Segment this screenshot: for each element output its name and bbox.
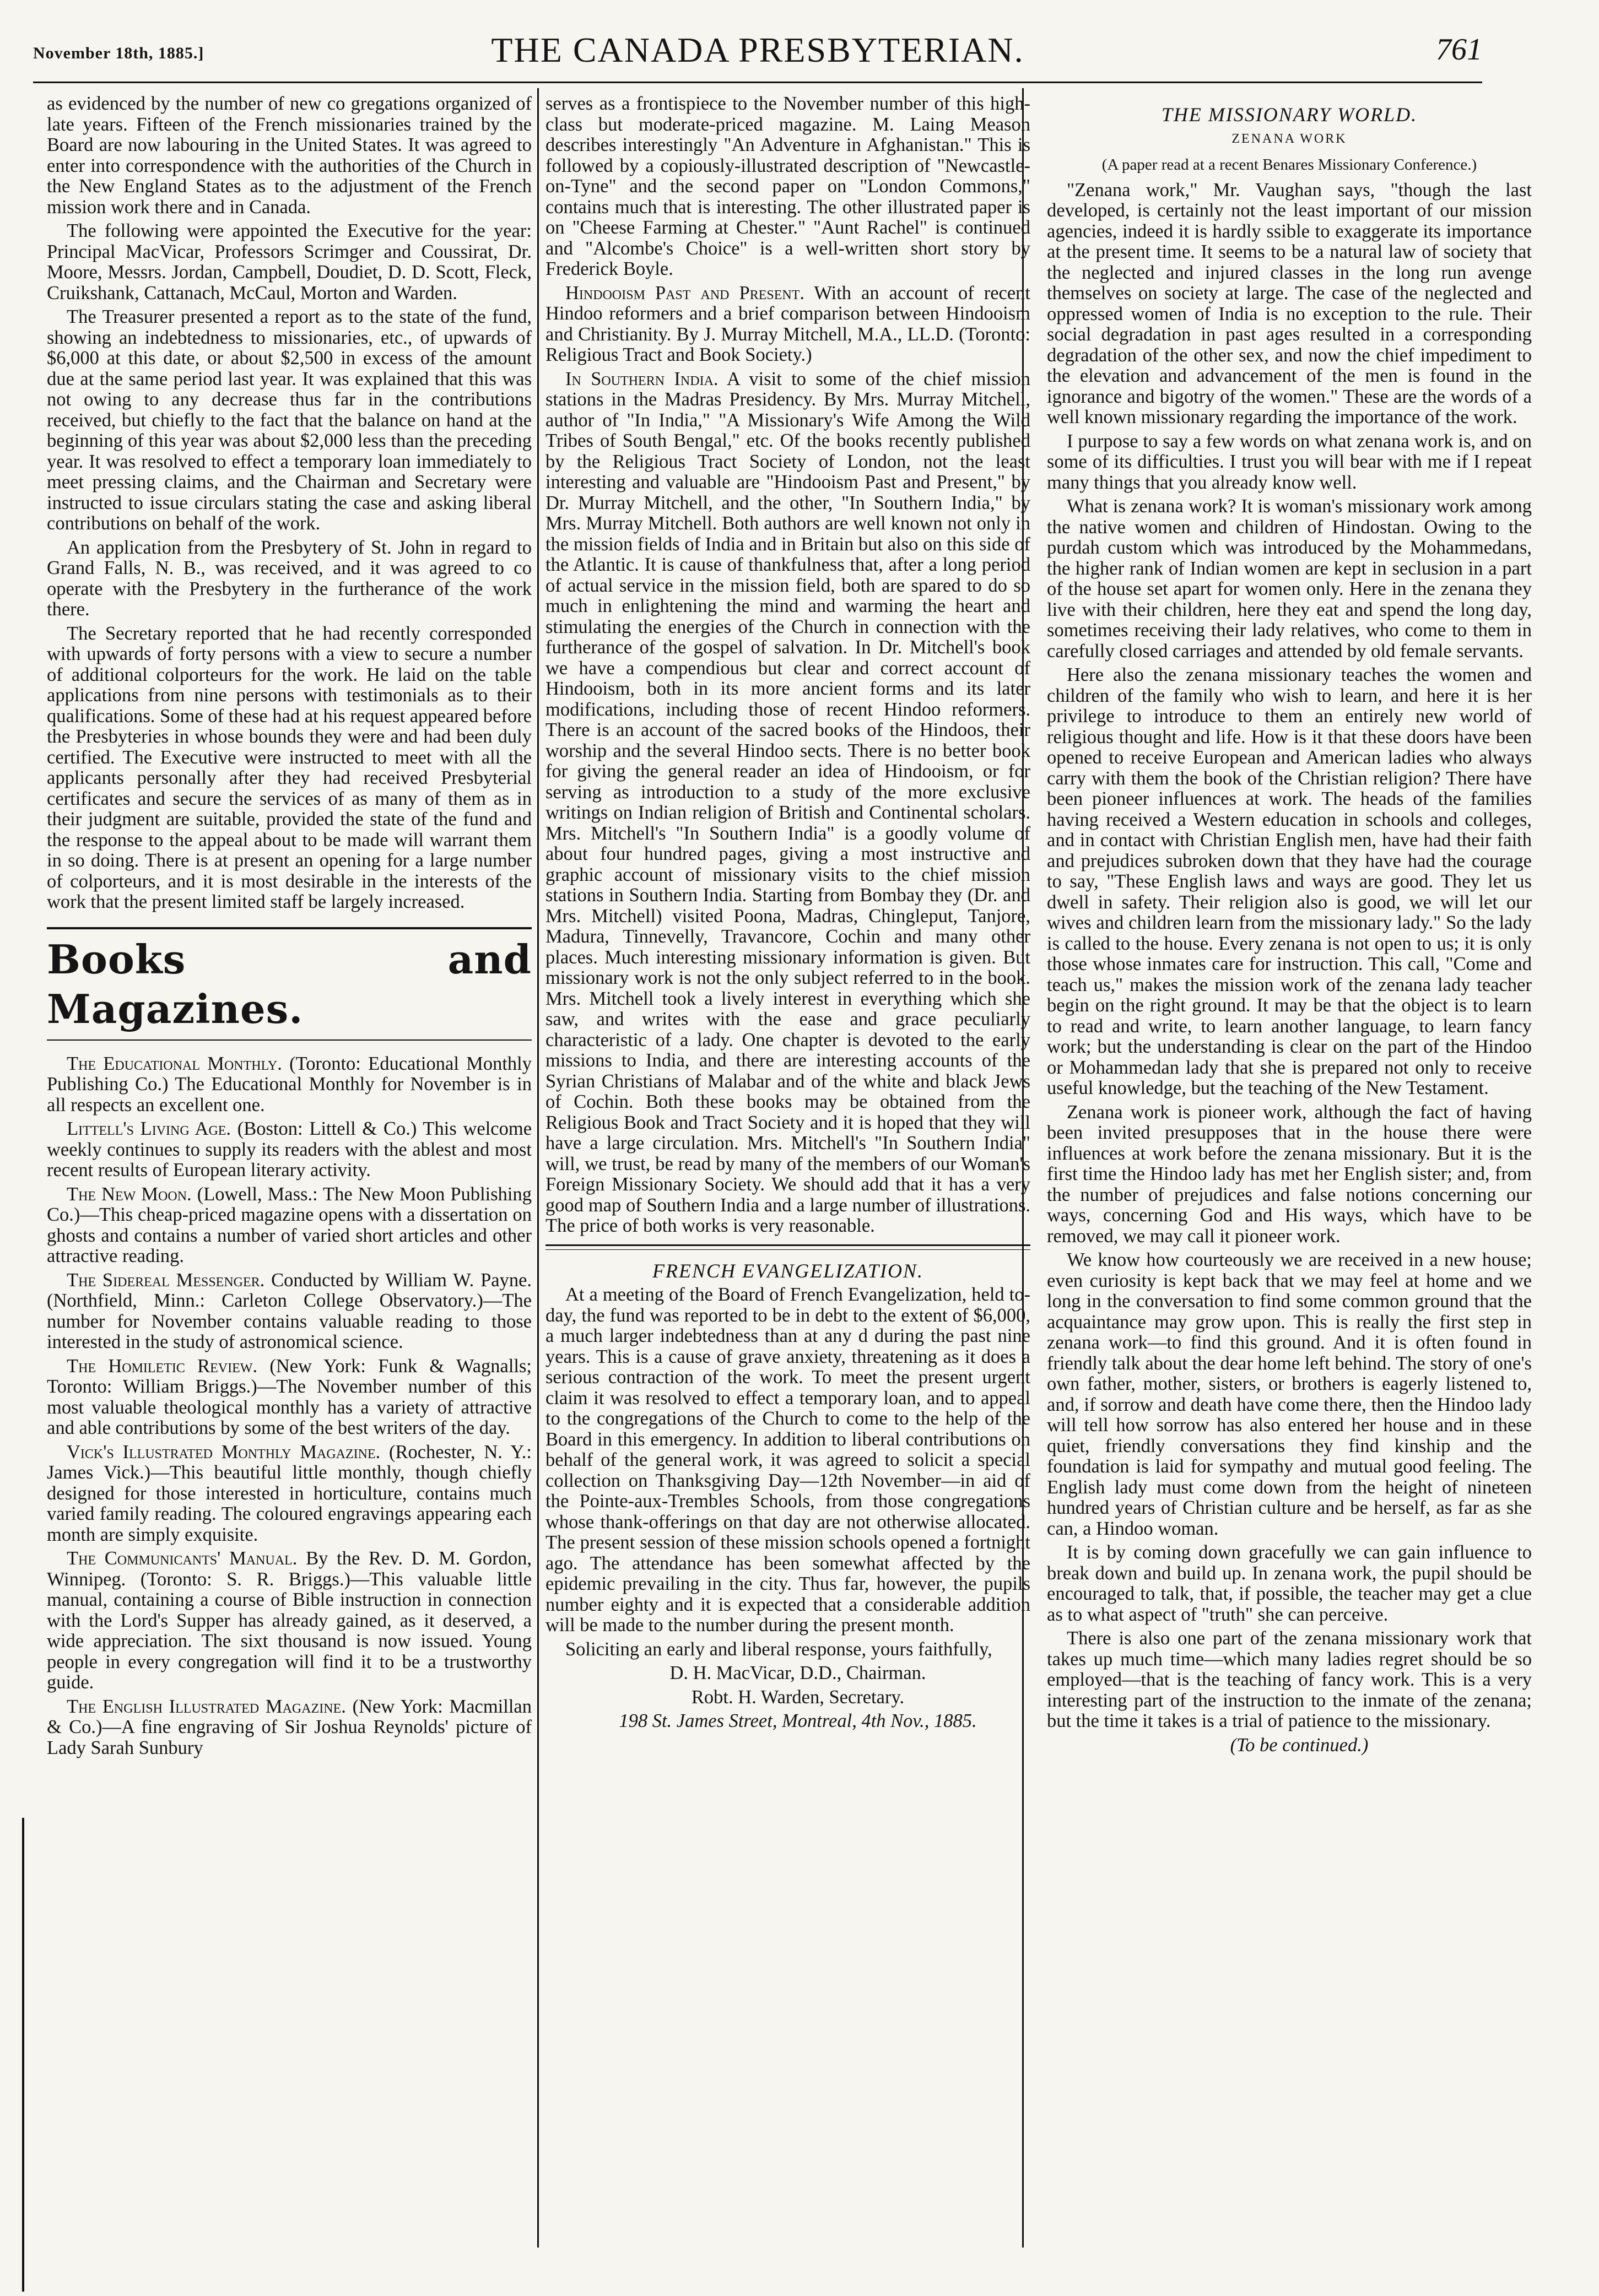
book-review-text: A visit to some of the chief mission stations in the Madras Presidency. By Mrs. Murray Mitchell, author of "In India," "A Missionary's Wife Among the Wild Tribes of South Bengal," etc. Of the books recently published by the Religious Tract Society of London, not the least interesting and valuable are "Hindooism Past and Present," by Dr. Murray Mitchell, and the other, "In Southern India," by Mrs. Murray Mitchell. Both authors are well known not only in the mission fields of India and in Britain but also on this side of the Atlantic. It is cause of thankfulness that, after a long period of actual service in the mission field, both are spared to do so much in enlightening the mind and warming the heart and stimulating the energies of the Church in connection with the furtherance of the gospel of salvation. In Dr. Mitchell's book we have a compendious but clear and correct account of Hindooism, both in its more ancient forms and its later modifications, including those of recent Hindoo reformers. There is an account of the sacred books of the Hindoos, their worship and the several Hindoo sects. There is no better book for giving the general reader an idea of Hindooism, or for serving as introduction to a study of the more exclusive writings on Indian religion of British and Continental scholars. Mrs. Mitchell's "In Southern India" is a goodly volume of about four hundred pages, giving a most instructive and graphic account of missionary visits to the chief mission stations in Southern India. Starting from Bombay they (Dr. and Mrs. Mitchell) visited Poona, Madras, Chingleput, Tanjore, Madura, Tinnevelly, Travancore, Cochin and many other places. Much interesting missionary information is given. But missionary work is not the only subject referred to in the book. Mrs. Mitchell took a lively interest in everything which she saw, and writes with the ease and grace peculiarly characteristic of a lady. One chapter is devoted to the early missions to India, and there are interesting accounts of the Syrian Christians of Malabar and of the white and black Jews of Cochin. Both these books may be obtained from the Religious Book and Tract Society and it is hoped that they will have a large circulation. Mrs. Mitchell's "In Southern India" will, we trust, be read by many of the members of our Woman's Foreign Missionary Society. We should add that it has a very good map of Southern India and a large number of illustrations. The price of both works is very reasonable. xyxy=(545,368,1030,1236)
book-review-text: (Toronto: Educational Monthly Publishing Co.) The Educational Monthly for November is in all respects an excellent one. xyxy=(47,1053,532,1115)
section-rule xyxy=(545,1244,1030,1246)
page-number: 761 xyxy=(1436,33,1482,67)
column-middle xyxy=(545,94,1030,1735)
section-heading-books: Books and Magazines. xyxy=(47,927,532,1041)
paragraph: At a meeting of the Board of French Evangelization, held to-day, the fund was reported to be in debt to the extent of $6,000, a much larger indebtedness than at any d during the past nine years. This is a cause of grave anxiety, threatening as it does a serious contraction of the work. To meet the present urgent claim it was resolved to effect a temporary loan, and to appeal to the congregations of the Church to come to the help of the Board in this emergency. In addition to liberal contributions on behalf of the general work, it was agreed to solicit a special collection on Thanksgiving Day—12th November—in aid of the Pointe-aux-Trembles Schools, from those congregations whose thank-offerings on that day are not otherwise allocated. The present session of these mission schools opened a fortnight ago. The attendance has been somewhat affected by the epidemic prevailing in the city. Thus far, however, the pupils number eighty and it is expected that a considerable addition will be made to the number during the present month. xyxy=(545,1284,1030,1636)
signature-chairman: D. H. MacVicar, D.D., Chairman. xyxy=(669,1663,926,1683)
book-review-text: With an account of recent Hindoo reformers and a brief comparison between Hindooism and Christianity. By J. Murray Mitchell, M.A., LL.D. (Toronto: Religious Tract and Book Society.) xyxy=(545,282,1030,365)
book-title: In Southern India. xyxy=(565,368,719,389)
book-review xyxy=(47,1270,532,1353)
book-review-text: (Boston: Littell & Co.) This welcome weekly continues to supply its readers with the ablest and most recent results of European literary activity. xyxy=(47,1118,532,1181)
book-review xyxy=(47,1697,532,1759)
header-rule xyxy=(33,82,1482,83)
paragraph: Zenana work is pioneer work, although the fact of having been invited presupposes that in the house there were influences at work before the zenana missionary. But it is the first time the Hindoo lady has met her English sister; and, from the number of prejudices and false notions concerning our ways, concerning God and His ways, which have to be removed, we may call it pioneer work. xyxy=(1047,1101,1532,1247)
margin-rule xyxy=(22,1818,24,2292)
page-header xyxy=(33,22,1482,72)
book-review-text: Conducted by William W. Payne. (Northfield, Minn.: Carleton College Observatory.)—The number for November contains valuable reading to those interested in the study of astronomical science. xyxy=(47,1269,532,1352)
book-title: Littell's Living Age. xyxy=(67,1118,231,1139)
book-review xyxy=(47,1054,532,1116)
book-review-text: By the Rev. D. M. Gordon, Winnipeg. (Toronto: S. R. Briggs.)—This valuable little manual, containing a course of Bible instruction in connection with the Lord's Supper has already gained, as it deserved, a wide appreciation. The sixt thousand is now issued. Young people in every congregation will find it to be a trustworthy guide. xyxy=(47,1548,532,1693)
signature-secretary: Robt. H. Warden, Secretary. xyxy=(691,1686,905,1708)
column-divider xyxy=(537,88,539,2248)
book-title: The Sidereal Messenger. xyxy=(67,1269,265,1291)
section-rule xyxy=(545,1249,1030,1250)
book-review xyxy=(545,283,1030,366)
address-line: 198 St. James Street, Montreal, 4th Nov., 1885. xyxy=(619,1710,977,1731)
book-title: The Educational Monthly. xyxy=(67,1053,282,1074)
book-review xyxy=(47,1184,532,1267)
book-review-text: (Lowell, Mass.: The New Moon Publishing Co.)—This cheap-priced magazine opens with a dissertation on ghosts and contains a number of varied short articles and other attractive reading. xyxy=(47,1183,532,1266)
continued-note: (To be continued.) xyxy=(1230,1734,1369,1756)
publication-title: THE CANADA PRESBYTERIAN. xyxy=(491,30,1024,69)
paragraph: as evidenced by the number of new co gregations organized of late years. Fifteen of the French missionaries trained by the Board are now labouring in the United States. It was agreed to enter into correspondence with the authorities of the Church in the New England States as to the adjustment of the French mission work there and in Canada. xyxy=(47,93,532,218)
book-title: The Communicants' Manual. xyxy=(67,1548,298,1569)
paragraph: The Treasurer presented a report as to the state of the fund, showing an indebtedness to missionaries, etc., of upwards of $6,000 at this date, or about $2,500 in excess of the amount due at the same period last year. It was explained that this was not owing to any decrease thus far in the contributions received, but chiefly to the fact that the balance on hand at the beginning of this year was about $2,000 less than the preceding year. It was resolved to effect a temporary loan immediately to meet pressing claims, and the Chairman and Secretary were instructed to issue circulars stating the case and asking liberal contributions on behalf of the work. xyxy=(47,306,532,534)
book-review-text: (New York: Macmillan & Co.)—A fine engraving of Sir Joshua Reynolds' picture of Lady Sarah Sunbury xyxy=(47,1696,532,1758)
book-review xyxy=(545,369,1030,1237)
book-review xyxy=(47,1548,532,1693)
book-review xyxy=(47,1442,532,1546)
paragraph: There is also one part of the zenana missionary work that takes up much time—which many ladies regret should be so employed—that is the teaching of fancy work. This is a very interesting part of the instruction to the inmate of the zenana; but the time it takes is a trial of patience to the missionary. xyxy=(1047,1628,1532,1731)
paragraph: serves as a frontispiece to the November number of this high-class but moderate-priced magazine. M. Laing Meason describes interestingly "An Adventure in Afghanistan." This is followed by a copiously-illustrated description of "Newcastle-on-Tyne" and the second paper on "London Commons," contains much that is interesting. The other illustrated paper is on "Cheese Farming at Chester." "Aunt Rachel" is continued and "Alcombe's Choice" is a well-written short story by Frederick Boyle. xyxy=(545,93,1030,279)
paragraph: I purpose to say a few words on what zenana work is, and on some of its difficulties. I trust you will bear with me if I repeat many things that you already know well. xyxy=(1047,430,1532,493)
book-title: The English Illustrated Magazine. xyxy=(67,1696,346,1717)
paragraph: An application from the Presbytery of St. John in regard to Grand Falls, N. B., was received, and it was agreed to co operate with the Presbytery in the furtherance of the work there. xyxy=(47,537,532,620)
book-review xyxy=(47,1119,532,1181)
column-left xyxy=(47,94,532,1762)
issue-date: November 18th, 1885.] xyxy=(33,44,204,62)
book-title: The New Moon. xyxy=(67,1183,192,1205)
book-title: Hindooism Past and Present. xyxy=(565,282,805,304)
section-heading-missionary-world: THE MISSIONARY WORLD. xyxy=(1161,104,1418,126)
paragraph: Soliciting an early and liberal response, yours faithfully, xyxy=(565,1638,992,1660)
paragraph: We know how courteously we are received in a new house; even curiosity is kept back that we may feel at home and we long in the conversation to find some common ground that the acquaintance may grow upon. This is really the first step in zenana work—to find this ground. And it is often found in friendly talk about the dear home left behind. The story of one's own father, mother, sisters, or brothers is eagerly listened to, and, if sorrow and death have come there, then the Hindoo lady will tell how sorrow has also entered her house and in these quiet, friendly conversations they find kinship and the foundation is laid for sympathy and mutual good feeling. The English lady must come down from the height of nineteen hundred years of Christian culture and be herself, as far as she can, a Hindoo woman. xyxy=(1047,1249,1532,1539)
paragraph: Here also the zenana missionary teaches the women and children of the family who wish to learn, and here it is her privilege to introduce to them an entirely new world of religious thought and life. How is it that these doors have been opened to receive European and American ladies who always carry with them the book of the Christian religion? There have been pioneer influences at work. The heads of the families having received a Western education in schools and colleges, and in contact with Christian English men, have had their faith and prejudices subroken down that they have had the courage to say, "These English laws and ways are good. They let us dwell in safety. Their religion also is good, we will let our wives and children learn from the missionary lady." So the lady is called to the house. Every zenana is not open to us; it is only those whose inmates care for instruction. This call, "Come and teach us," makes the mission work of the zenana lady teacher begin on the right ground. It may be that the object is to learn to read and write, to learn another language, to learn fancy work; but the understanding is clear on the part of the Hindoo or Mohammedan lady that she is prepared not only to receive useful knowledge, but the teaching of the New Testament. xyxy=(1047,664,1532,1098)
book-review xyxy=(47,1356,532,1439)
paragraph: The Secretary reported that he had recently corresponded with upwards of forty persons with a view to secure a number of additional colporteurs for the work. He laid on the table applications from nine persons with testimonials as to their qualifications. Some of these had at his request appeared before the Presbyteries in whose bounds they were and had been duly certified. The Executive were instructed to meet with all the applicants personally after they had received Presbyterial certificates and secure the services of as many of them as in their judgment are suitable, provided the state of the fund and the response to the appeal about to be made will warrant them in so doing. There is at present an opening for a large number of colporteurs, and it is most desirable in the interests of the work that the present limited staff be largely increased. xyxy=(47,622,532,912)
paragraph: It is by coming down gracefully we can gain influence to break down and build up. In zenana work, the pupil should be encouraged to talk, that, if possible, the teacher may get a clue as to what aspect of "truth" she can perceive. xyxy=(1047,1542,1532,1625)
book-title: Vick's Illustrated Monthly Magazine. xyxy=(67,1441,381,1463)
paragraph: "Zenana work," Mr. Vaughan says, "though the last developed, is certainly not the least important of our mission agencies, indeed it is hardly ssible to exaggerate its importance at the present time. It seems to be a natural law of society that the neglected and injured classes in the long run avenge themselves on society at large. The case of the neglected and oppressed women of India is no exception to the rule. Their social degradation in past ages resulted in a corresponding degradation of the other sex, and now the chief impediment to the elevation and advancement of the men is found in the ignorance and bigotry of the women." These are the words of a well known missionary regarding the importance of the work. xyxy=(1047,179,1532,427)
book-review-text: (Rochester, N. Y.: James Vick.)—This beautiful little monthly, though chiefly designed for those interested in horticulture, contains much varied family reading. The coloured engravings appearing each month are simply exquisite. xyxy=(47,1441,532,1545)
book-review-text: (New York: Funk & Wagnalls; Toronto: William Briggs.)—The November number of this most valuable theological monthly has a variety of attractive and able contributions by some of the best writers of the day. xyxy=(47,1355,532,1438)
subheading-zenana-work: ZENANA WORK xyxy=(1231,131,1347,146)
column-right xyxy=(1047,94,1532,1759)
source-note: (A paper read at a recent Benares Missionary Conference.) xyxy=(1101,156,1477,174)
book-title: The Homiletic Review. xyxy=(67,1355,258,1377)
section-heading-french-evangelization: FRENCH EVANGELIZATION. xyxy=(652,1259,923,1282)
paragraph: The following were appointed the Executive for the year: Principal MacVicar, Professors Scrimger and Coussirat, Dr. Moore, Messrs. Jordan, Campbell, Doudiet, D. D. Scott, Fleck, Cruikshank, Cattanach, McCaul, Morton and Warden. xyxy=(47,220,532,304)
paragraph: What is zenana work? It is woman's missionary work among the native women and children of Hindostan. Owing to the purdah custom which was introduced by the Mohammedans, the higher rank of Indian women are kept in seclusion in a part of the house set apart for women only. Here in the zenana they live with their children, here they eat and spend the long day, sometimes receiving their lady relatives, who come to them in carefully closed carriages and attended by old female servants. xyxy=(1047,496,1532,662)
